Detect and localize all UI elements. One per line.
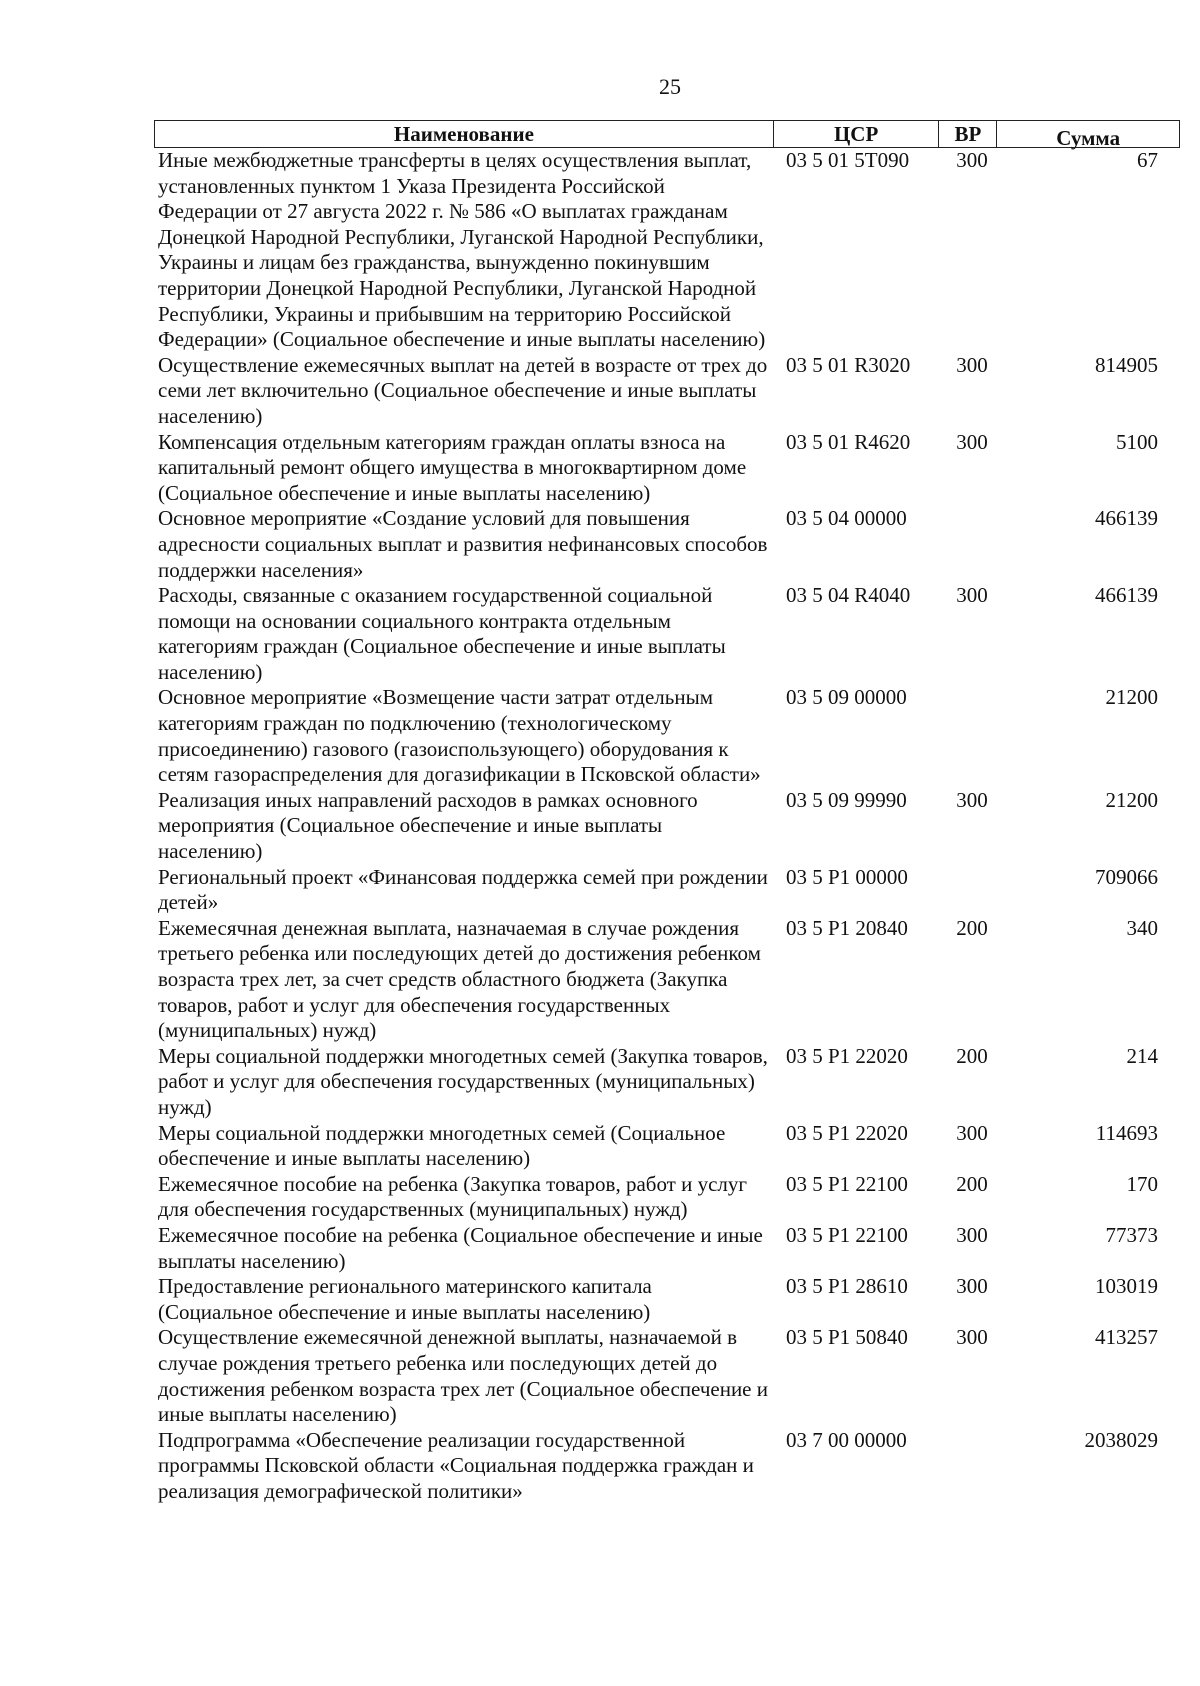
row-sum: 814905 — [1095, 352, 1158, 377]
table-row — [154, 1223, 1180, 1274]
table-row — [154, 1044, 1180, 1121]
table-row — [154, 1325, 1180, 1427]
table-row — [154, 1121, 1180, 1172]
budget-table — [154, 120, 1180, 1504]
row-csr: 03 5 01 R4620 — [786, 429, 911, 454]
row-csr: 03 5 01 5Т090 — [786, 148, 910, 172]
row-sum: 413257 — [1095, 1325, 1158, 1350]
row-vr: 300 — [956, 1325, 988, 1350]
row-name: Иные межбюджетные трансферты в целях осуществления выплат, установленных пунктом 1 Указа Президента Российской Федерации от 27 августа 2022 г. № 586 «О выплатах гражданам Донецкой Народной Республики, Луганской Народной Республики, Украины и лицам без гражданства, вынужденно покинувшим территории Донецкой Народной Республики, Луганской Народной Республики, Украины и прибывшим на территорию Российской Федерации» (Социальное обеспечение и иные выплаты населению) — [158, 148, 766, 352]
row-name: Предоставление регионального материнского капитала (Социальное обеспечение и иные выплаты населению) — [158, 1274, 652, 1324]
row-name: Ежемесячное пособие на ребенка (Закупка товаров, работ и услуг для обеспечения государственных (муниципальных) нужд) — [158, 1171, 748, 1222]
row-vr: 300 — [956, 583, 988, 608]
row-vr: 300 — [956, 787, 988, 812]
table-row — [154, 1274, 1180, 1325]
row-csr: 03 5 P1 22020 — [786, 1120, 908, 1145]
row-csr: 03 5 04 00000 — [786, 506, 907, 531]
row-vr — [940, 865, 998, 916]
row-csr: 03 5 09 00000 — [786, 685, 907, 710]
row-sum: 67 — [1137, 148, 1158, 172]
row-csr: 03 5 09 99990 — [786, 787, 907, 812]
row-name: Меры социальной поддержки многодетных семей (Социальное обеспечение и иные выплаты населению) — [158, 1120, 726, 1171]
row-vr: 300 — [956, 1222, 988, 1247]
row-sum: 2038029 — [1084, 1427, 1158, 1452]
header-sum: Сумма — [1056, 126, 1121, 150]
row-sum: 21200 — [1105, 685, 1158, 710]
row-name: Подпрограмма «Обеспечение реализации государственной программы Псковской области «Социальная поддержка граждан и реализация демографической политики» — [158, 1427, 754, 1503]
row-csr: 03 5 P1 28610 — [786, 1274, 908, 1299]
row-vr: 200 — [956, 915, 988, 940]
row-csr: 03 5 P1 22020 — [786, 1043, 908, 1068]
table-row — [154, 685, 1180, 787]
table-row — [154, 583, 1180, 685]
row-vr — [940, 685, 998, 787]
row-vr: 200 — [956, 1043, 988, 1068]
table-row — [154, 148, 1180, 353]
row-csr: 03 5 P1 20840 — [786, 915, 908, 940]
row-vr: 300 — [956, 1120, 988, 1145]
row-name: Осуществление ежемесячной денежной выплаты, назначаемой в случае рождения третьего ребенка или последующих детей до достижения ребенком возраста трех лет (Социальное обеспечение и иные выплаты населению) — [158, 1325, 768, 1427]
row-name: Компенсация отдельным категориям граждан оплаты взноса на капитальный ремонт общего имущества в многоквартирном доме (Социальное обеспечение и иные выплаты населению) — [158, 429, 747, 505]
row-csr: 03 5 P1 22100 — [786, 1171, 908, 1196]
row-vr: 300 — [956, 148, 988, 172]
row-name: Расходы, связанные с оказанием государственной социальной помощи на основании социального контракта отдельным категориям граждан (Социальное обеспечение и иные выплаты населению) — [158, 583, 726, 684]
row-csr: 03 5 P1 50840 — [786, 1325, 908, 1350]
row-sum: 709066 — [1095, 864, 1158, 889]
header-csr: ЦСР — [774, 121, 940, 147]
row-name: Основное мероприятие «Возмещение части затрат отдельным категориям граждан по подключению (технологическому присоединению) газового (газоиспользующего) оборудования к сетям газораспределения для догазификации в Псковской области» — [158, 685, 761, 787]
row-name: Реализация иных направлений расходов в рамках основного мероприятия (Социальное обеспечение и иные выплаты населению) — [158, 787, 698, 864]
header-vr: ВР — [939, 121, 997, 147]
row-sum: 214 — [1126, 1043, 1158, 1068]
row-sum: 5100 — [1116, 429, 1158, 454]
header-name: Наименование — [155, 121, 774, 147]
row-csr: 03 5 P1 22100 — [786, 1222, 908, 1247]
row-name: Ежемесячная денежная выплата, назначаемая в случае рождения третьего ребенка или последующих детей до достижения ребенком возраста трех лет, за счет средств областного бюджета (Закупка товаров, работ и услуг для обеспечения государственных (муниципальных) нужд) — [158, 915, 761, 1043]
row-sum: 466139 — [1095, 583, 1158, 608]
row-sum: 21200 — [1105, 787, 1158, 812]
row-vr — [940, 506, 998, 583]
row-vr — [940, 1428, 998, 1505]
row-sum: 114693 — [1095, 1120, 1158, 1145]
table-header — [154, 120, 1180, 148]
row-csr: 03 5 P1 00000 — [786, 864, 908, 889]
row-name: Осуществление ежемесячных выплат на детей в возрасте от трех до семи лет включительно (Социальное обеспечение и иные выплаты населению) — [158, 352, 768, 428]
row-name: Ежемесячное пособие на ребенка (Социальное обеспечение и иные выплаты населению) — [158, 1222, 763, 1273]
table-row — [154, 865, 1180, 916]
table-row — [154, 916, 1180, 1044]
row-sum: 340 — [1126, 915, 1158, 940]
row-sum: 170 — [1126, 1171, 1158, 1196]
table-row — [154, 353, 1180, 430]
row-vr: 300 — [956, 1274, 988, 1299]
table-row — [154, 1428, 1180, 1505]
page-number: 25 — [659, 74, 681, 99]
row-sum: 103019 — [1095, 1274, 1158, 1299]
row-vr: 300 — [956, 429, 988, 454]
table-row — [154, 788, 1180, 865]
row-csr: 03 5 01 R3020 — [786, 352, 911, 377]
table-row — [154, 506, 1180, 583]
row-name: Меры социальной поддержки многодетных семей (Закупка товаров, работ и услуг для обеспечения государственных (муниципальных) нужд) — [158, 1043, 768, 1119]
row-name: Региональный проект «Финансовая поддержка семей при рождении детей» — [158, 864, 768, 915]
row-vr: 200 — [956, 1171, 988, 1196]
row-csr: 03 7 00 00000 — [786, 1427, 907, 1452]
row-csr: 03 5 04 R4040 — [786, 583, 911, 608]
row-sum: 77373 — [1105, 1222, 1158, 1247]
row-sum: 466139 — [1095, 506, 1158, 531]
table-row — [154, 430, 1180, 507]
row-vr: 300 — [956, 352, 988, 377]
row-name: Основное мероприятие «Создание условий для повышения адресности социальных выплат и развития нефинансовых способов поддержки населения» — [158, 506, 768, 582]
table-row — [154, 1172, 1180, 1223]
